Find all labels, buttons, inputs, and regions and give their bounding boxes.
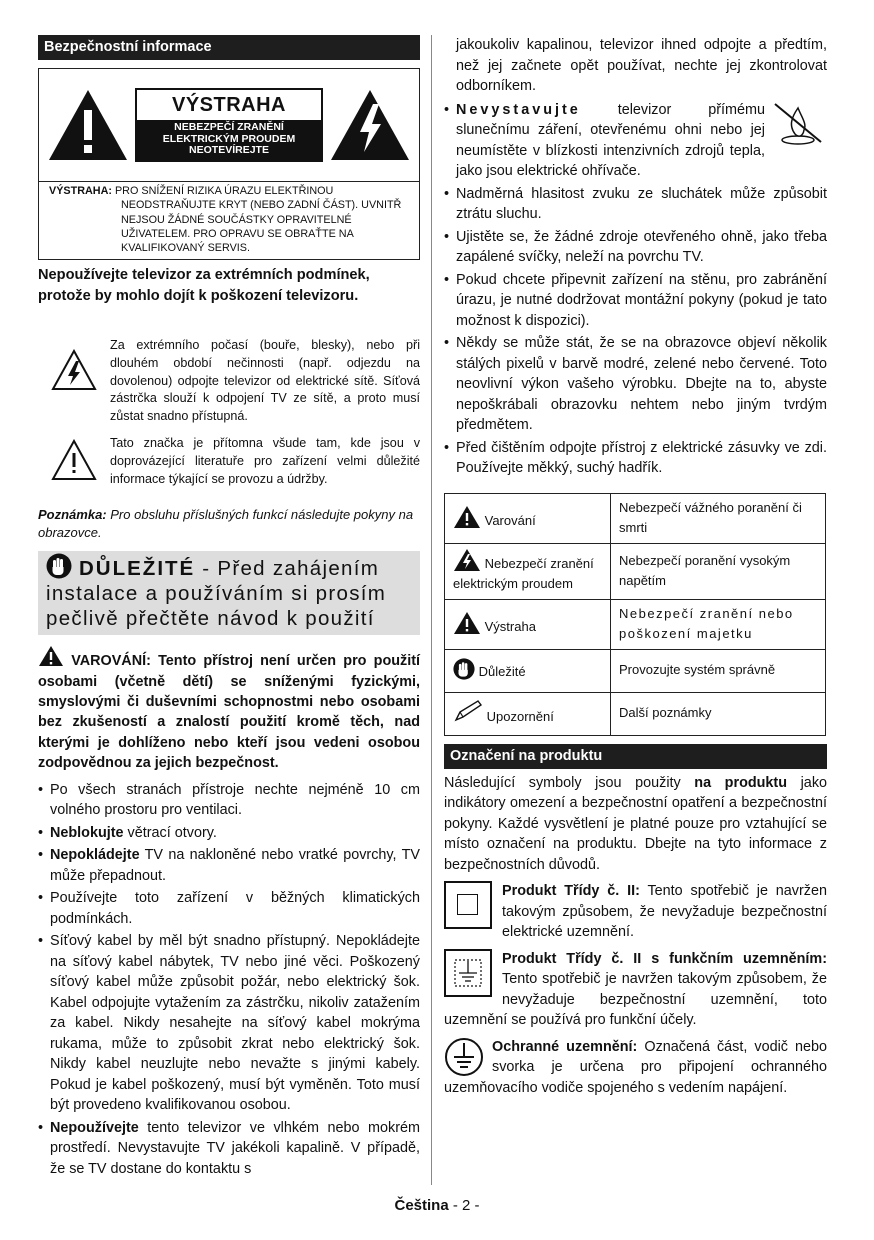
note-label: Poznámka: [38,507,107,523]
list-item: • Neblokujte větrací otvory. [38,823,420,844]
note [38,506,420,541]
varovani-paragraph [38,645,420,773]
class2-functional-row [444,949,827,1031]
list-item: • Nepoužívejte tento televizor ve vlhkém nebo mokrém prostředí. Nevystavujte TV jakékoli kapalině. V případě, že se TV dostane do kontaktu s [38,1118,420,1180]
vystraha-subtitle: NEBEZPEČÍ ZRANĚNÍ ELEKTRICKÝM PROUDEM NEOTEVÍREJTE [137,120,321,160]
list-item-no-flame: • Nevystavujte televizor přímému slunečnímu záření, otevřenému ohni nebo jej neumístěte v blízkosti intenzivních zdrojů tepla, jako jsou elektrické ohřívače. [444,100,827,182]
list-item: • Před čištěním odpojte přístroj z elektrické zásuvky ve zdi. Používejte měkký, suchý hadřík. [444,438,827,479]
table-row: Výstraha Nebezpečí zranění nebo poškození majetku [445,599,826,649]
list-item: • Nadměrná hlasitost zvuku ze sluchátek může způsobit ztrátu sluchu. [444,184,827,225]
section-header-product: Označení na produktu [444,744,827,769]
left-column [38,35,420,1181]
warning-triangle-icon [47,88,129,162]
vystraha-title: VÝSTRAHA [171,94,286,117]
left-bullet-list [38,780,420,1180]
no-open-flame-icon [769,100,827,146]
lightning-outline-icon [51,349,97,391]
class2-icon [444,881,492,929]
section-header-safety: Bezpečnostní informace [38,35,420,60]
caution-icon [453,611,481,635]
protective-earth-text: Ochranné uzemnění: Označená část, vodič nebo svorka je určena pro připojení ochranného uzemňovacího vodiče spojeného s vedením napájení. [444,1038,828,1096]
list-item: • Pokud chcete připevnit zařízení na stěnu, pro zabránění úrazu, je nutné dodržovat montážní pokyny (pokud je tato možnost k dispozici). [444,270,827,332]
class2-functional-text: Produkt Třídy č. II s funkčním uzemněním: Tento spotřebič je navržen takovým způsobem, že nevyžaduje bezpečnostní uzemnění, toto uzemnění se používá pro funkční účely. [444,950,827,1028]
list-item: • Síťový kabel by měl být snadno přístupný. Nepokládejte na síťový kabel nábytek, TV nebo jiné věci. Poškozený síťový kabel může způsobit požár, nebo elektrický šok. Kabel odpojujte vytažením za zástrčku, nikoliv zatažením za kabel. Nikdy nesahejte na síťový kabel mokrýma rukama, může to způsobit zkrat nebo elektrický šok. Nikdy kabel neuzlujte nebo nevažte s jinými kabely. Pokud je kabel poškozený, musí být vyměněn. Toto musí být provedeno kvalifikovanou osobou. [38,931,420,1116]
page-footer [0,1196,874,1217]
important-text: - Před zahájením instalace a používáním si prosím pečlivě přečtěte návod k použití [46,557,387,631]
product-intro: Následující symboly jsou použity na produktu jako indikátory omezení a bezpečnostní opatření a bezpečnostní pokyny. Každé vysvětlení je platné pouze pro vztahující se místo označení na produktu. Dbejte na tyto informace z bezpečnostních důvodů. [444,774,828,873]
vystraha-label [135,88,323,162]
list-item: • Po všech stranách přístroje nechte nejméně 10 cm volného prostoru pro ventilaci. [38,780,420,821]
warning-label-footer [39,181,419,259]
class2-functional-icon [444,949,492,997]
important-banner [38,551,420,635]
lightning-info-text: Za extrémního počasí (bouře, blesky), nebo při dlouhém období nečinnosti (např. odjezdu na dovolenou) odpojte televizor od elektrické sítě. Síťová zástrčka slouží k odpojení TV ze sítě, a proto musí zůstat snadno přístupná. [110,338,420,423]
lightning-triangle-icon [329,88,411,162]
varovani-text: VAROVÁNÍ: Tento přístroj není určen pro použití osobami (včetně dětí) se sníženými fyzickými, smyslovými či duševními schopnostmi nebo osobami bez zkušeností a znalostí použití kromě těch, nad kterými je dohlíženo nebo kteří jsou vedeni osobou zodpovědnou za jejich bezpečnost. [38,653,421,772]
table-row: Varování Nebezpečí vážného poranění či smrti [445,493,826,543]
class2-text: Produkt Třídy č. II: Tento spotřebič je navržen takovým způsobem, že nevyžaduje bezpečnostní elektrické uzemnění. [502,883,827,940]
column-divider [431,35,432,1185]
list-item: • Nepokládejte TV na nakloněné nebo vratké povrchy, TV může přepadnout. [38,845,420,886]
right-bullet-list [444,100,827,479]
list-item: • Někdy se může stát, že se na obrazovce objeví několik stálých pixelů v barvě modré, zelené nebo červené. Toto neovlivní výkon vašeho výrobku. Dbejte na to, abyste nepoškrábali obrazovku nehtem nebo jiným tvrdým předmětem. [444,333,827,436]
hand-stop-icon [46,553,72,579]
footer-language: Čeština [394,1197,449,1214]
pencil-icon [453,699,483,723]
continued-paragraph: jakoukoliv kapalinou, televizor ihned odpojte a předtím, než jej začnete opět používat, nechte jej zkontrolovat odborníkem. [456,37,827,94]
extreme-conditions-title: Nepoužívejte televizor za extrémních podmínek, protože by mohlo dojít k poškození televizoru. [38,267,370,305]
table-row: Upozornění Další poznámky [445,692,826,735]
list-item: • Ujistěte se, že žádné zdroje otevřeného ohně, jako třeba zapálené svíčky, neleží na povrchu TV. [444,227,827,268]
hand-icon [453,658,475,680]
table-row: Důležité Provozujte systém správně [445,649,826,692]
warning-footer-line1: PRO SNÍŽENÍ RIZIKA ÚRAZU ELEKTŘINOU [114,185,334,197]
lightning-info-row [38,337,420,425]
table-row: Nebezpečí zranění elektrickým proudem Nebezpečí poranění vysokým napětím [445,543,826,599]
warning-icon [453,505,481,529]
symbol-table [444,493,826,736]
warning-label-box [38,68,420,260]
exclamation-info-text: Tato značka je přítomna všude tam, kde jsou v doprovázející literatuře pro zařízení velmi důležité informace týkající se provozu a údržby. [110,436,420,486]
shock-icon [453,548,481,572]
footer-page-number: - 2 - [452,1197,480,1214]
class2-row [444,881,827,943]
note-text: Pro obsluhu příslušných funkcí následujte pokyny na obrazovce. [38,507,414,540]
right-column [444,35,827,1098]
warning-small-icon [38,645,64,667]
warning-footer-label: VÝSTRAHA: [49,185,112,197]
protective-earth-icon [444,1037,484,1077]
warning-footer-rest: NEODSTRAŇUJTE KRYT (NEBO ZADNÍ ČÁST). UVNITŘ NEJSOU ŽÁDNÉ SOUČÁSTKY OPRAVITELNÉ UŽIVATELEM. PRO OPRAVU SE OBRAŤTE NA KVALIFIKOVANÝ SERVIS. [121,199,402,255]
list-item: • Používejte toto zařízení v běžných klimatických podmínkách. [38,888,420,929]
exclamation-outline-icon [51,439,97,481]
important-word: DŮLEŽITÉ [79,557,196,581]
exclamation-info-row [38,435,420,488]
protective-earth-row [444,1037,827,1099]
